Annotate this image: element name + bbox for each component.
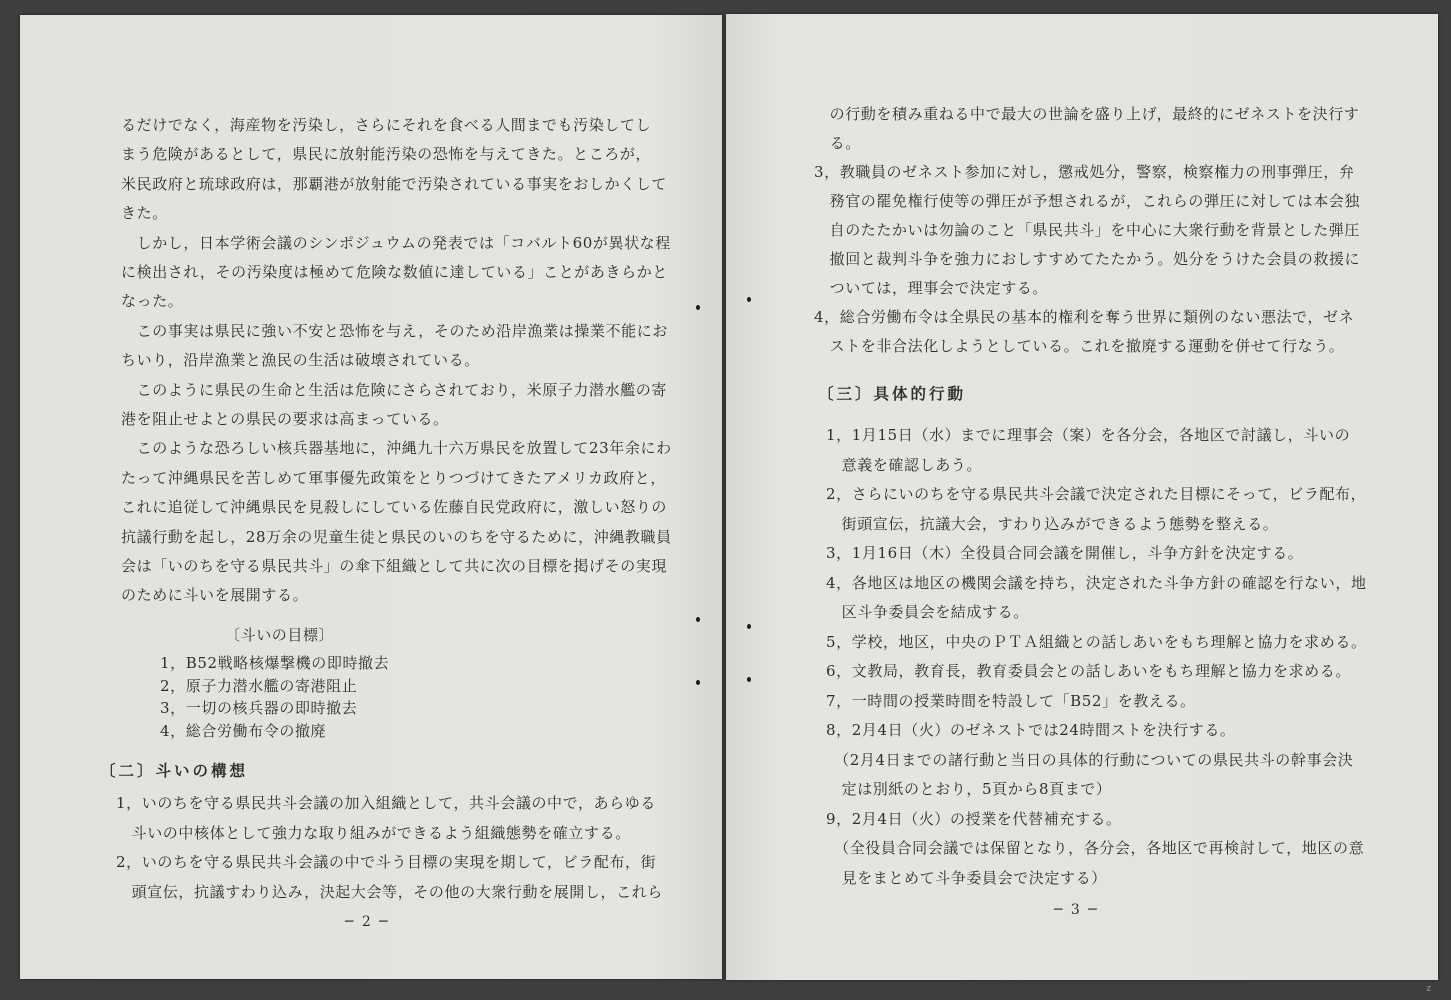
section-line: （2月4日までの諸行動と当日の具体的行動についての県民共斗の幹事会決 — [826, 750, 1354, 769]
body-line: 会は「いのちを守る県民共斗」の傘下組織として共に次の目標を掲げその実現 — [121, 557, 668, 575]
section-heading-3: 〔三〕具体的行動 — [818, 384, 967, 403]
body-line: 務官の罷免権行使等の弾圧が予想されるが，これらの弾圧に対しては本会独 — [814, 192, 1361, 210]
section-line: 2，さらにいのちを守る県民共斗会議で決定された目標にそって，ビラ配布， — [826, 485, 1367, 503]
section-line: 9，2月4日（火）の授業を代替補充する。 — [826, 809, 1122, 828]
binding-hole — [696, 680, 700, 685]
body-line: 自のたたかいは勿論のこと「県民共斗」を中心に大衆行動を背景とした弾圧 — [814, 221, 1361, 239]
binding-hole — [747, 677, 751, 682]
body-line: ついては，理事会で決定する。 — [814, 279, 1049, 297]
binding-hole — [696, 617, 700, 622]
body-line: このように県民の生命と生活は危険にさらされており，米原子力潜水艦の寄 — [121, 380, 668, 399]
right-page — [726, 14, 1438, 980]
body-line: 3，教職員のゼネスト参加に対し，懲戒処分，警察，検察権力の刑事弾圧，弁 — [814, 163, 1355, 181]
body-line: る。 — [814, 134, 861, 152]
section-line: 7，一時間の授業時間を特設して「B52」を教える。 — [826, 691, 1196, 710]
body-line: のために斗いを展開する。 — [121, 586, 309, 605]
body-line: 港を阻止せよとの県民の要求は高まっている。 — [121, 410, 449, 428]
section-heading-2: 〔二〕斗いの構想 — [100, 761, 249, 780]
section-line: 1，1月15日（水）までに理事会（案）を各分会，各地区で討議し，斗いの — [826, 426, 1351, 444]
page-number-right: ─ 3 ─ — [1054, 902, 1099, 918]
binding-hole — [747, 297, 751, 302]
body-line: 抗議行動を起し，28万余の児童生徒と県民のいのちを守るために，沖縄教職員 — [121, 527, 672, 546]
body-line: ストを非合法化しようとしている。これを撤廃する運動を併せて行なう。 — [814, 337, 1345, 355]
section-line: 1，いのちを守る県民共斗会議の加入組織として，共斗会議の中で，あらゆる — [116, 794, 656, 812]
section-line: 4，各地区は地区の機関会議を持ち，決定された斗争方針の確認を行ない，地 — [826, 573, 1367, 592]
page-number-left: ─ 2 ─ — [345, 914, 390, 930]
goal-item: 1，B52戦略核爆撃機の即時撤去 — [160, 654, 390, 672]
section-line: 6，文教局，教育長，教育委員会との話しあいをもち理解と協力を求める。 — [826, 662, 1351, 680]
corner-mark: z — [1426, 984, 1431, 994]
section-line: 2，いのちを守る県民共斗会議の中で斗う目標の実現を期して，ビラ配布，街 — [116, 853, 657, 871]
section-line: （全役員合同会議では保留となり，各分会，各地区で再検討して，地区の意 — [826, 839, 1365, 857]
body-line: 4，総合労働布令は全県民の基本的権利を奪う世界に類例のない悪法で，ゼネ — [814, 308, 1355, 326]
body-line: この事実は県民に強い不安と恐怖を与え，そのため沿岸漁業は操業不能にお — [121, 321, 668, 340]
section-line: 街頭宣伝，抗議大会，すわり込みができるよう態勢を整える。 — [826, 514, 1279, 533]
section-line: 斗いの中核体として強力な取り組みができるよう組織態勢を確立する。 — [116, 823, 631, 842]
body-line: 撤回と裁判斗争を強力におしすすめてたたかう。処分をうけた会員の救援に — [814, 250, 1361, 268]
goal-item: 4，総合労働布令の撤廃 — [160, 721, 327, 740]
body-line: 米民政府と琉球政府は，那覇港が放射能で汚染されている事実をおしかくして — [121, 174, 668, 193]
section-line: 意義を確認しあう。 — [826, 455, 983, 474]
body-line: ちいり，沿岸漁業と漁民の生活は破壊されている。 — [121, 351, 480, 370]
binding-hole — [747, 624, 751, 629]
section-line: 区斗争委員会を結成する。 — [826, 603, 1029, 621]
body-line: これに追従して沖縄県民を見殺しにしている佐藤自民党政府に，激しい怒りの — [121, 498, 668, 517]
goal-item: 3，一切の核兵器の即時撤去 — [160, 699, 358, 717]
body-line: の行動を積み重ねる中で最大の世論を盛り上げ，最終的にゼネストを決行す — [814, 105, 1360, 123]
section-line: 見をまとめて斗争委員会で決定する） — [826, 868, 1107, 887]
body-line: なった。 — [121, 292, 184, 311]
body-line: たって沖縄県民を苦しめて軍事優先政策をとりつづけてきたアメリカ政府と， — [121, 468, 666, 487]
section-line: 3，1月16日（木）全役員合同会議を開催し，斗争方針を決定する。 — [826, 544, 1304, 562]
goal-item: 2，原子力潜水艦の寄港阻止 — [160, 676, 358, 695]
section-line: 頭宣伝，抗議すわり込み，決起大会等，その他の大衆行動を展開し，これら — [116, 882, 663, 901]
body-line: に検出され，その汚染度は極めて危険な数値に達している」ことがあきらかと — [121, 263, 668, 281]
body-line: るだけでなく，海産物を汚染し，さらにそれを食べる人間までも汚染してし — [121, 116, 652, 134]
section-line: 8，2月4日（火）のゼネストでは24時間ストを決行する。 — [826, 721, 1236, 739]
goals-title: 〔斗いの目標〕 — [225, 626, 335, 644]
body-line: このような恐ろしい核兵器基地に，沖縄九十六万県民を放置して23年余にわ — [121, 439, 672, 458]
body-line: まう危険があるとして，県民に放射能汚染の恐怖を与えてきた。ところが， — [121, 145, 652, 164]
body-line: しかし，日本学術会議のシンポジュウムの発表では「コバルト60が異状な程 — [121, 233, 671, 252]
section-line: 定は別紙のとおり，5頁から8頁まで） — [826, 780, 1112, 798]
body-line: きた。 — [121, 204, 168, 223]
section-line: 5，学校，地区，中央のＰＴＡ組織との話しあいをもち理解と協力を求める。 — [826, 632, 1367, 651]
binding-hole — [696, 305, 700, 310]
left-page — [20, 15, 722, 979]
